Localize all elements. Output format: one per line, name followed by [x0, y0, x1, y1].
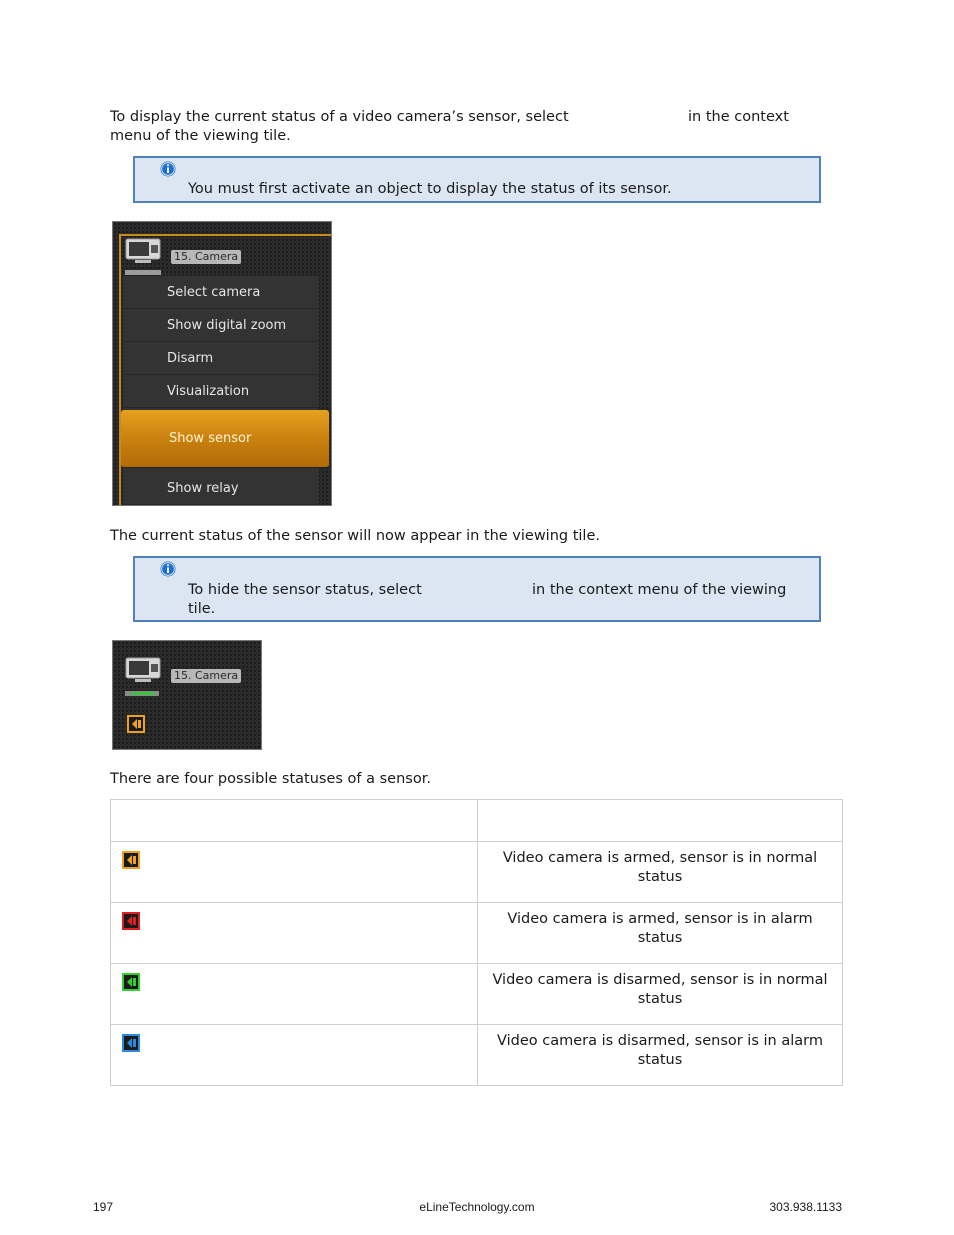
sensor-appears-text: The current status of the sensor will now appear in the viewing tile. [110, 528, 600, 544]
sensor-status-table [110, 799, 843, 1086]
camera-monitor-icon [125, 657, 161, 685]
status-description-line-1: Video camera is disarmed, sensor is in alarm [497, 1033, 823, 1049]
camera-name-label: 15. Camera [171, 669, 241, 683]
table-header-row [111, 800, 843, 842]
status-description-cell [478, 903, 843, 964]
note-box-hide-sensor [133, 556, 821, 622]
table-row [111, 964, 843, 1025]
intro-line-1-end: in the context [688, 109, 789, 125]
status-description-line-1: Video camera is armed, sensor is in alarm [507, 911, 813, 927]
status-description-cell [478, 964, 843, 1025]
context-menu-screenshot [112, 221, 332, 506]
sensor-orange-icon [127, 715, 145, 733]
page-number: 197 [93, 1200, 114, 1214]
menu-item-visualization[interactable]: Visualization [123, 375, 319, 408]
footer-website: eLineTechnology.com [419, 1200, 535, 1214]
sensor-green-icon [122, 973, 140, 991]
table-row [111, 903, 843, 964]
note-text: You must first activate an object to display the status of its sensor. [188, 181, 672, 197]
note-hide-line-2: tile. [188, 601, 216, 617]
table-row [111, 842, 843, 903]
menu-item-show-sensor[interactable]: Show sensor [121, 410, 329, 468]
status-description-line-2: status [637, 930, 683, 946]
sensor-orange-icon [122, 851, 140, 869]
menu-item-show-relay[interactable]: Show relay [123, 472, 319, 505]
sensor-blue-icon [122, 1034, 140, 1052]
status-description-cell [478, 1025, 843, 1086]
menu-item-select-camera[interactable]: Select camera [123, 276, 319, 309]
status-icon-cell [111, 1025, 478, 1086]
camera-status-bar [125, 691, 159, 696]
intro-line-1-start: To display the current status of a video camera’s sensor, select [110, 109, 569, 125]
table-header-cell [478, 800, 843, 842]
intro-line-2: menu of the viewing tile. [110, 128, 291, 144]
menu-item-show-digital-zoom[interactable]: Show digital zoom [123, 309, 319, 342]
sensor-tile-screenshot [112, 640, 262, 750]
status-description-line-2: status [637, 1052, 683, 1068]
status-description-line-2: status [637, 991, 683, 1007]
table-row [111, 1025, 843, 1086]
info-icon [160, 561, 176, 577]
sensor-red-icon [122, 912, 140, 930]
status-icon-cell [111, 964, 478, 1025]
note-hide-line-1-start: To hide the sensor status, select [188, 582, 422, 598]
status-description-cell [478, 842, 843, 903]
camera-name-label: 15. Camera [171, 250, 241, 264]
note-hide-line-1-end: in the context menu of the viewing [532, 582, 787, 598]
status-description-line-1: Video camera is disarmed, sensor is in normal [492, 972, 828, 988]
status-description-line-1: Video camera is armed, sensor is in normal [502, 850, 818, 866]
camera-monitor-icon [125, 238, 161, 266]
statuses-intro-text: There are four possible statuses of a sensor. [110, 771, 431, 787]
context-menu [123, 276, 319, 506]
status-icon-cell [111, 842, 478, 903]
note-box-activate [133, 156, 821, 203]
info-icon [160, 161, 176, 177]
table-header-cell [111, 800, 478, 842]
footer-phone: 303.938.1133 [769, 1200, 842, 1214]
status-description-line-2: status [637, 869, 683, 885]
status-icon-cell [111, 903, 478, 964]
camera-status-bar [125, 270, 161, 275]
menu-item-disarm[interactable]: Disarm [123, 342, 319, 375]
